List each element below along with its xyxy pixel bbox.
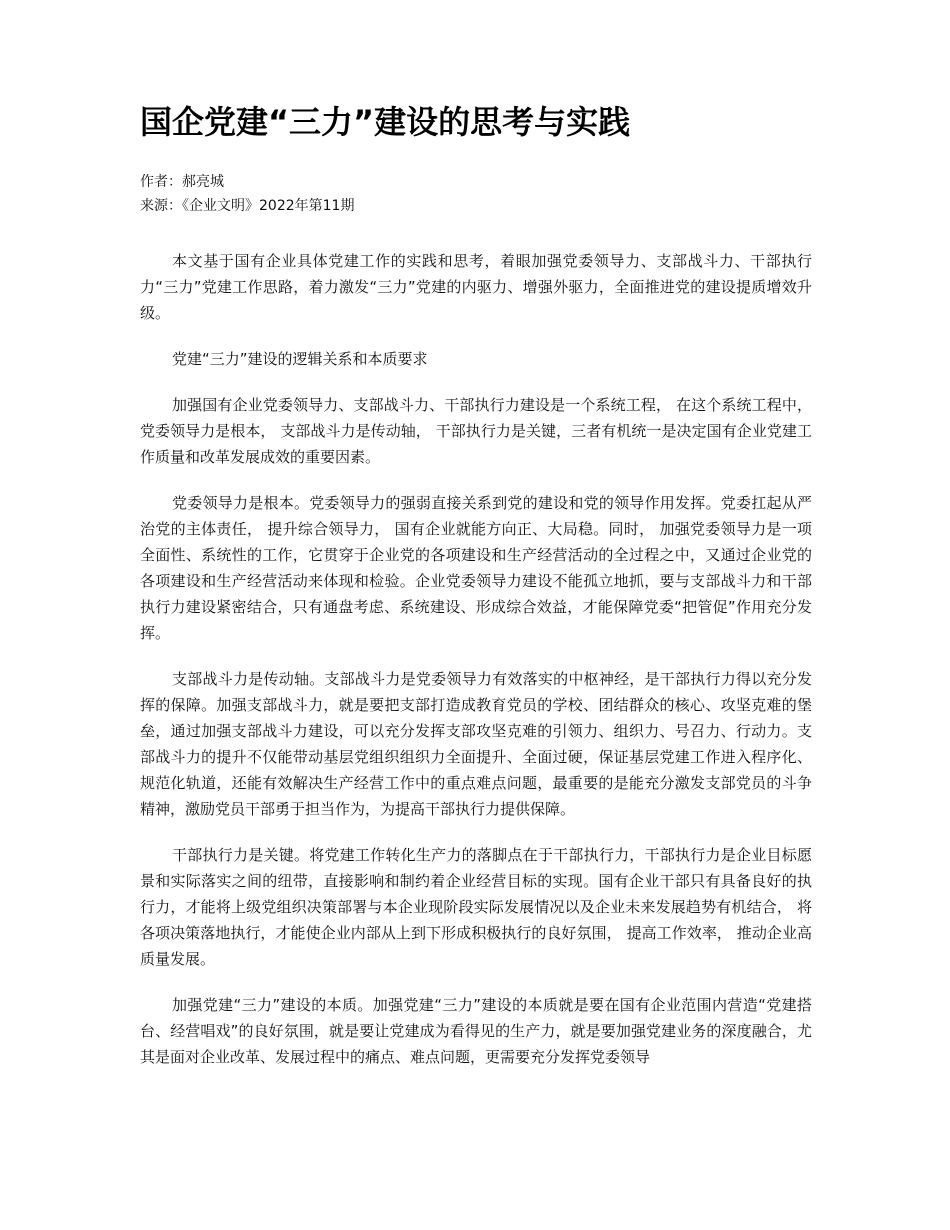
- article-title: 国企党建“三力”建设的思考与实践: [140, 103, 631, 141]
- paragraph-cadre-execution: 干部执行力是关键。将党建工作转化生产力的落脚点在于干部执行力，干部执行力是企业目标愿景和实际落实之间的纽带，直接影响和制约着企业经营目标的实现。国有企业干部只有具备良好的执行力，才能将上级党组织决策部署与本企业现阶段实际发展情况以及企业未来发展趋势有机结合， 将各项决策落地执行，才能使企业内部从上到下形成积极执行的良好氛围， 提高工作效率， 推动企业高质量发展。: [140, 846, 812, 968]
- article-source: 来源：《企业文明》2022年第11期: [140, 198, 355, 214]
- article-page: [140, 98, 812, 1090]
- article-body: [140, 248, 812, 1070]
- paragraph-system-engineering: 加强国有企业党委领导力、支部战斗力、干部执行力建设是一个系统工程， 在这个系统工程中， 党委领导力是根本， 支部战斗力是传动轴， 干部执行力是关键，三者有机统一是决定国有企业党建工作质量和改革发展成效的重要因素。: [140, 396, 812, 466]
- paragraph-essence: 加强党建“三力”建设的本质。加强党建“三力”建设的本质就是要在国有企业范围内营造“党建搭台、经营唱戏”的良好氛围，就是要让党建成为看得见的生产力，就是要加强党建业务的深度融合，尤其是面对企业改革、发展过程中的痛点、难点问题，更需要充分发挥党委领导: [140, 996, 812, 1066]
- article-author: 作者：郝亮城: [140, 174, 224, 190]
- paragraph-intro: 本文基于国有企业具体党建工作的实践和思考，着眼加强党委领导力、支部战斗力、干部执行力“三力”党建工作思路，着力激发“三力”党建的内驱力、增强外驱力，全面推进党的建设提质增效升级。: [140, 252, 812, 322]
- article-meta: [140, 170, 812, 218]
- paragraph-party-committee-leadership: 党委领导力是根本。党委领导力的强弱直接关系到党的建设和党的领导作用发挥。党委扛起从严治党的主体责任， 提升综合领导力， 国有企业就能方向正、大局稳。同时， 加强党委领导力是一项全面性、系统性的工作，它贯穿于企业党的各项建设和生产经营活动的全过程之中，又通过企业党的各项建设和生产经营活动来体现和检验。企业党委领导力建设不能孤立地抓，要与支部战斗力和干部执行力建设紧密结合，只有通盘考虑、系统建设、形成综合效益，才能保障党委“把管促”作用充分发挥。: [140, 494, 812, 642]
- section-heading: 党建“三力”建设的逻辑关系和本质要求: [172, 350, 428, 368]
- paragraph-branch-combat-effectiveness: 支部战斗力是传动轴。支部战斗力是党委领导力有效落实的中枢神经，是干部执行力得以充分发挥的保障。加强支部战斗力，就是要把支部打造成教育党员的学校、团结群众的核心、攻坚克难的堡垒，通过加强支部战斗力建设，可以充分发挥支部攻坚克难的引领力、组织力、号召力、行动力。支部战斗力的提升不仅能带动基层党组织组织力全面提升、全面过硬，保证基层党建工作进入程序化、规范化轨道，还能有效解决生产经营工作中的重点难点问题，最重要的是能充分激发支部党员的斗争精神，激励党员干部勇于担当作为，为提高干部执行力提供保障。: [140, 670, 812, 818]
